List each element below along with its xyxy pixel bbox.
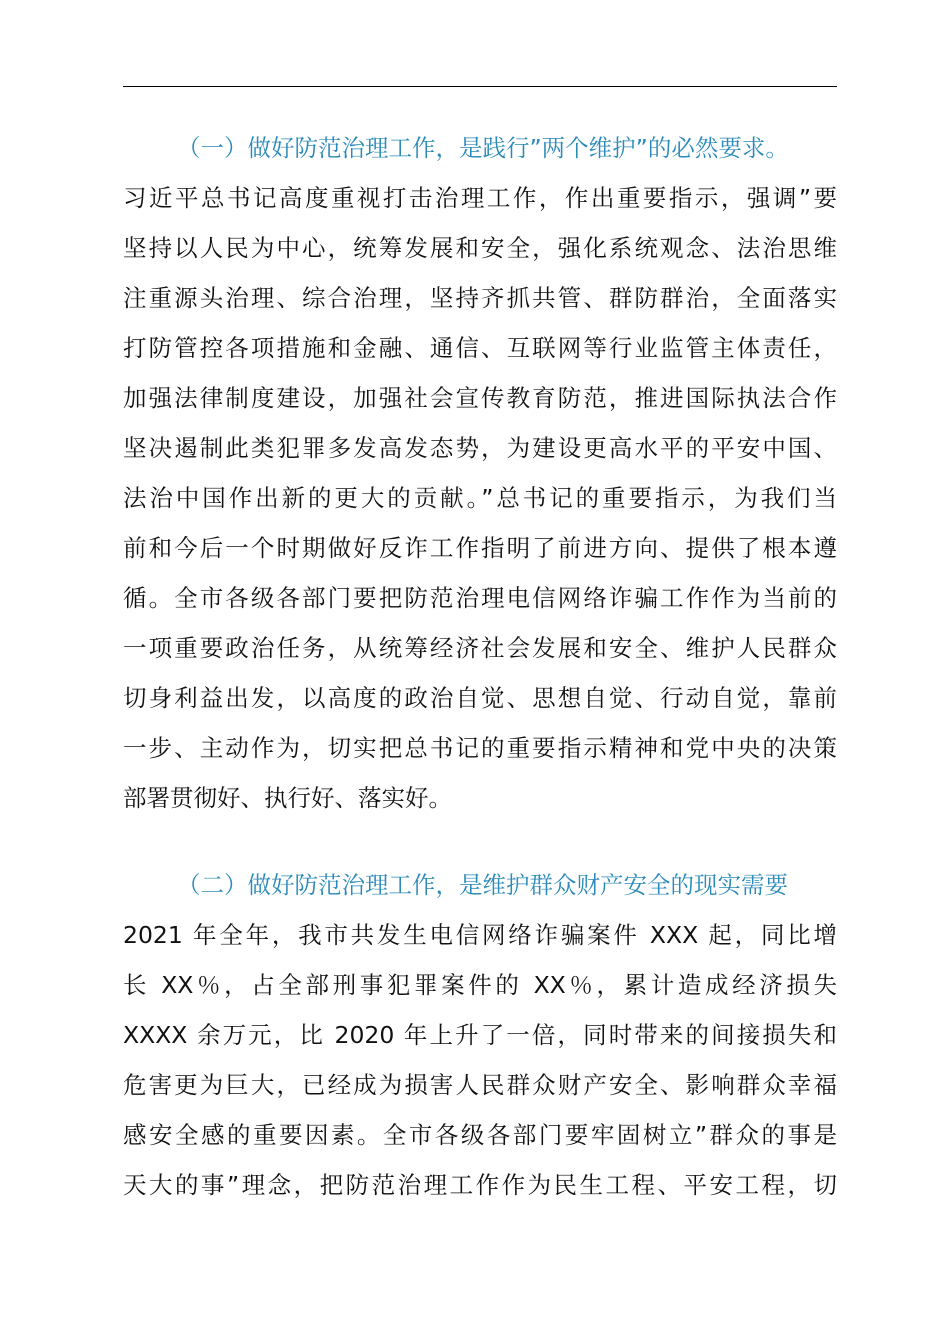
section-1-line-4: 打防管控各项措施和金融、通信、互联网等行业监管主体责任，	[123, 334, 837, 362]
section-1-line-10: 一项重要政治任务，从统筹经济社会发展和安全、维护人民群众	[123, 634, 837, 662]
section-1-line-9: 循。全市各级各部门要把防范治理电信网络诈骗工作作为当前的	[123, 584, 837, 612]
section-1-line-5: 加强法律制度建设，加强社会宣传教育防范，推进国际执法合作	[123, 384, 837, 412]
section-1-line-2: 坚持以人民为中心，统筹发展和安全，强化系统观念、法治思维	[123, 234, 837, 262]
document-body	[123, 123, 837, 1210]
section-1-line-13: 部署贯彻好、执行好、落实好。	[123, 784, 452, 812]
header-rule	[123, 86, 837, 87]
section-1-line-1: 习近平总书记高度重视打击治理工作，作出重要指示，强调”要	[123, 184, 837, 212]
paragraph-gap	[123, 823, 837, 860]
section-1-line-11: 切身利益出发，以高度的政治自觉、思想自觉、行动自觉，靠前	[123, 684, 837, 712]
section-1-heading: （一）做好防范治理工作，是践行”两个维护”的必然要求。	[177, 134, 789, 162]
section-2-line-1: 2021 年全年，我市共发生电信网络诈骗案件 XXX 起，同比增	[123, 921, 837, 949]
section-2-line-4: 危害更为巨大，已经成为损害人民群众财产安全、影响群众幸福	[123, 1071, 837, 1099]
section-2-line-6: 天大的事”理念，把防范治理工作作为民生工程、平安工程，切	[123, 1171, 837, 1199]
section-2-line-2: 长 XX％，占全部刑事犯罪案件的 XX％，累计造成经济损失	[123, 971, 837, 999]
section-1-line-8: 前和今后一个时期做好反诈工作指明了前进方向、提供了根本遵	[123, 534, 837, 562]
section-1-line-6: 坚决遏制此类犯罪多发高发态势，为建设更高水平的平安中国、	[123, 434, 837, 462]
section-2-line-3: XXXX 余万元，比 2020 年上升了一倍，同时带来的间接损失和	[123, 1021, 837, 1049]
section-2-line-5: 感安全感的重要因素。全市各级各部门要牢固树立”群众的事是	[123, 1121, 837, 1149]
section-1-line-3: 注重源头治理、综合治理，坚持齐抓共管、群防群治，全面落实	[123, 284, 837, 312]
section-1-line-12: 一步、主动作为，切实把总书记的重要指示精神和党中央的决策	[123, 734, 837, 762]
section-1-line-7: 法治中国作出新的更大的贡献。”总书记的重要指示，为我们当	[123, 484, 837, 512]
section-2-heading: （二）做好防范治理工作，是维护群众财产安全的现实需要	[177, 871, 788, 899]
